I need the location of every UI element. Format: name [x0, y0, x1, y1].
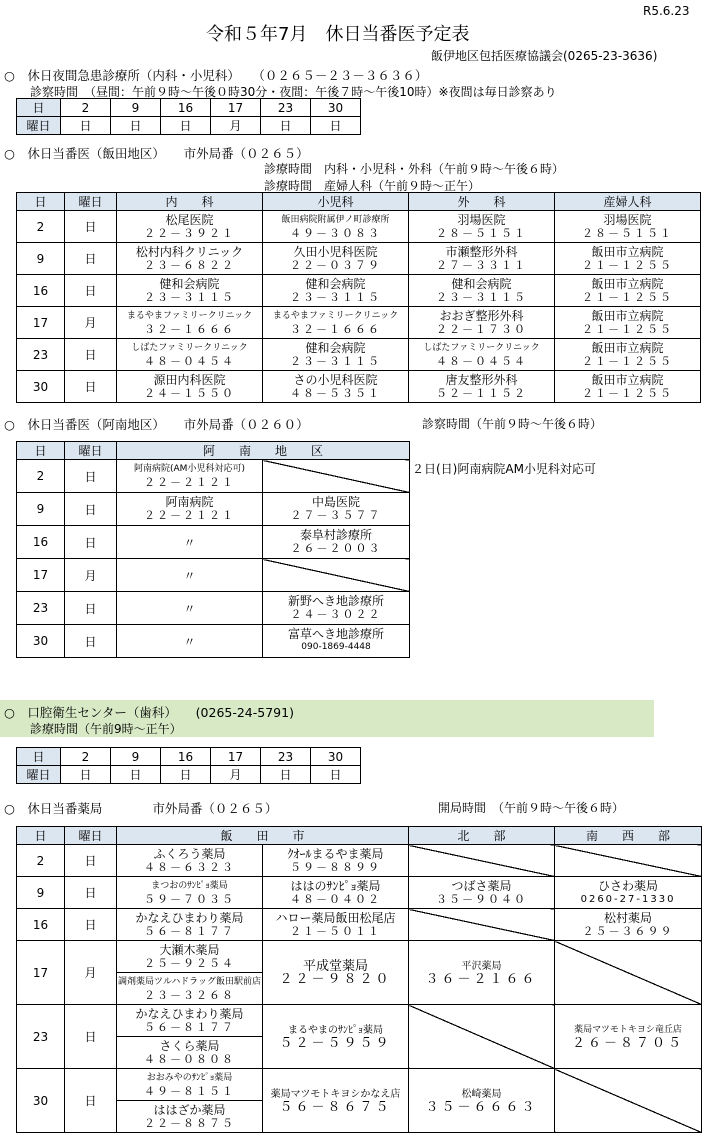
night-clinic-heading: ○ 休日夜間急患診療所（内科・小児科） （０２６５－２３－３６３６） [4, 68, 428, 83]
facility-name: 薬局マツモトキヨシ竜丘店 [574, 1024, 682, 1035]
day-cell: 16 [161, 748, 211, 766]
day-cell: 23 [261, 748, 311, 766]
table-row [17, 625, 410, 658]
obgyn-cell [555, 339, 701, 371]
weekday-cell: 日 [161, 117, 211, 135]
iida-header-row [17, 193, 701, 211]
facility-name: まつおのｻﾝﾋﾟｮ薬局 [151, 880, 228, 891]
day-cell: 17 [211, 748, 261, 766]
day-cell: 17 [17, 559, 65, 592]
table-row [17, 909, 702, 941]
pediatrics-cell [263, 243, 409, 275]
anan-doctors-hours: 診察時間（午前９時～午後６時） [422, 417, 603, 431]
phone-number: ４８－０４０２ [290, 892, 381, 906]
header-north: 北 部 [409, 827, 555, 845]
table-row [17, 845, 702, 877]
facility-name: 中島医院 [312, 495, 361, 509]
anan-hospital-cell: 〃 [117, 526, 263, 559]
north-pharmacy-cell [409, 877, 555, 909]
facility-name: まるやまファミリークリニック [126, 310, 253, 321]
header-internal: 内 科 [117, 193, 263, 211]
weekday-cell: 日 [65, 460, 117, 493]
pharmacy-table [16, 826, 702, 1133]
iida-pharmacy-cell [263, 941, 409, 1005]
phone-number: ２８－５１５１ [436, 226, 527, 240]
north-pharmacy-cell [409, 1005, 555, 1069]
facility-name: まるやまのｻﾝﾋﾟｮ薬局 [288, 1024, 383, 1036]
weekday-cell: 日 [261, 117, 311, 135]
pediatrics-cell [263, 211, 409, 243]
phone-number: ２２－２１２１ [144, 476, 235, 489]
facility-name: 市瀬整形外科 [445, 244, 518, 259]
association-contact: 飯伊地区包括医療協議会(0265-23-3636) [431, 49, 658, 63]
day-cell: 2 [17, 211, 65, 243]
phone-number: ２２－３９２１ [144, 226, 235, 240]
phone-number: ４８－６３２３ [144, 860, 235, 874]
phone-number: ５９－８８９９ [290, 860, 381, 874]
day-cell: 23 [17, 592, 65, 625]
night-clinic-table [16, 98, 361, 135]
dental-days-row [17, 748, 361, 766]
day-cell: 30 [17, 625, 65, 658]
iida-pharmacy-cell [117, 973, 263, 1005]
header-pediatrics: 小児科 [263, 193, 409, 211]
anan-clinic-cell [263, 493, 410, 526]
phone-number: ２３－３１１５ [144, 290, 235, 304]
facility-name: さくら薬局 [159, 1038, 220, 1053]
pediatrics-cell [263, 275, 409, 307]
north-pharmacy-cell [409, 1069, 555, 1133]
phone-number: ２１－１２５５ [582, 290, 673, 304]
facility-name: 松崎薬局 [461, 1088, 502, 1100]
internal-cell [117, 275, 263, 307]
day-cell: 9 [17, 877, 65, 909]
pediatrics-cell [263, 371, 409, 403]
day-cell: 30 [311, 748, 361, 766]
table-row [17, 371, 701, 403]
internal-cell [117, 307, 263, 339]
facility-name: かなえひまわり薬局 [135, 1006, 244, 1021]
table-row [17, 307, 701, 339]
table-row [17, 211, 701, 243]
facility-name: しばたファミリークリニック [423, 342, 540, 353]
table-row [17, 1005, 702, 1037]
row-label: 日 [17, 99, 61, 117]
anan-note: ２日(日)阿南病院AM小児科対応可 [412, 462, 596, 476]
anan-hospital-cell [117, 460, 263, 493]
iida-pharmacy-cell [117, 909, 263, 941]
phone-number: ２５－３６９９ [582, 924, 674, 938]
phone-number: ２３－３１１５ [290, 290, 381, 304]
facility-name: 健和会病院 [305, 276, 366, 291]
dental-hours: 診療時間（午前9時～正午） [30, 722, 182, 736]
anan-clinic-cell [263, 592, 410, 625]
night-days-row [17, 99, 361, 117]
facility-name: ははのｻﾝﾋﾟｮ薬局 [290, 878, 381, 893]
weekday-cell: 日 [65, 1005, 117, 1069]
weekday-cell: 月 [65, 941, 117, 1005]
day-cell: 16 [17, 275, 65, 307]
table-row [17, 877, 702, 909]
obgyn-cell [555, 243, 701, 275]
facility-name: 飯田市立病院 [591, 340, 664, 355]
weekday-cell: 日 [65, 526, 117, 559]
facility-name: まるやまファミリークリニック [272, 310, 399, 321]
phone-number: ２２－８８７５ [144, 1116, 235, 1130]
weekday-cell: 日 [111, 117, 161, 135]
table-row [17, 275, 701, 307]
internal-cell [117, 371, 263, 403]
anan-hospital-cell: 〃 [117, 559, 263, 592]
facility-name: かなえひまわり薬局 [135, 910, 244, 925]
iida-pharmacy-cell [263, 877, 409, 909]
internal-cell [117, 243, 263, 275]
facility-name: 飯田市立病院 [591, 276, 664, 291]
facility-name: つばさ薬局 [451, 878, 512, 893]
weekday-cell: 日 [311, 766, 361, 784]
obgyn-cell [555, 371, 701, 403]
phone-number: ３５－６６６３ [425, 1099, 538, 1115]
facility-name: 飯田病院附属伊ノ町診療所 [281, 214, 390, 225]
iida-pharmacy-cell [263, 909, 409, 941]
facility-name: 薬局マツモトキヨシかなえ店 [270, 1088, 401, 1100]
day-cell: 30 [311, 99, 361, 117]
day-cell: 30 [17, 371, 65, 403]
header-day: 日 [17, 827, 65, 845]
night-clinic-hours: 診察時間 （昼間：午前９時～午後０時30分・夜間：午後７時～午後10時）※夜間は毎日診察あり [30, 85, 557, 99]
phone-number: ２４－１５５０ [144, 386, 235, 400]
anan-hospital-cell [117, 493, 263, 526]
iida-pharmacy-cell [117, 1101, 263, 1133]
phone-number: ２３－６８２２ [144, 258, 235, 272]
facility-name: 平沢薬局 [461, 960, 502, 972]
table-row [17, 941, 702, 973]
pediatrics-cell [263, 307, 409, 339]
surgery-cell [409, 275, 555, 307]
weekday-cell: 月 [211, 766, 261, 784]
surgery-cell [409, 307, 555, 339]
row-label: 日 [17, 748, 61, 766]
surgery-cell [409, 243, 555, 275]
facility-name: 唐友整形外科 [445, 372, 518, 387]
north-pharmacy-cell [409, 941, 555, 1005]
table-row [17, 1069, 702, 1101]
weekday-cell: 日 [65, 493, 117, 526]
phone-number: ２３－３１１５ [436, 290, 527, 304]
facility-name: 羽場医院 [603, 212, 652, 227]
weekday-cell: 日 [261, 766, 311, 784]
phone-number: ２１－１２５５ [582, 258, 673, 272]
phone-number: ２１－１２５５ [582, 386, 673, 400]
facility-name: ｸｵｰﾙまるやま薬局 [287, 846, 384, 861]
phone-number: 090-1869-4448 [301, 642, 371, 652]
day-cell: 2 [61, 748, 111, 766]
internal-cell [117, 211, 263, 243]
dental-weekdays-row [17, 766, 361, 784]
night-weekdays-row [17, 117, 361, 135]
facility-name: 阿南病院(AM小児科対応可) [134, 464, 245, 474]
facility-name: 調剤薬局ツルハドラッグ飯田駅前店 [117, 976, 261, 987]
weekday-cell: 日 [111, 766, 161, 784]
phone-number: ５２－５９５９ [279, 1035, 392, 1051]
obgyn-cell [555, 307, 701, 339]
phone-number: ５９－７０３５ [144, 892, 235, 906]
day-cell: 16 [161, 99, 211, 117]
header-weekday: 曜日 [65, 442, 117, 460]
phone-number: ２５－９２５４ [144, 956, 235, 970]
facility-name: 源田内科医院 [153, 372, 226, 387]
phone-number: ２８－５１５１ [582, 226, 673, 240]
facility-name: 松尾医院 [165, 212, 214, 227]
pharmacy-hours: 開局時間 （午前９時～午後６時） [438, 801, 625, 815]
facility-name: おおぎ整形外科 [439, 308, 524, 323]
weekday-cell: 日 [65, 243, 117, 275]
iida-doctors-heading: ○ 休日当番医（飯田地区） 市外局番（０２６５） [4, 146, 309, 161]
iida-pharmacy-cell [117, 941, 263, 973]
facility-name: 健和会病院 [451, 276, 512, 291]
southwest-pharmacy-cell [555, 877, 702, 909]
day-cell: 2 [17, 845, 65, 877]
phone-number: ２１－１２５５ [582, 354, 673, 368]
weekday-cell: 日 [65, 592, 117, 625]
weekday-cell: 日 [65, 1069, 117, 1133]
anan-hospital-cell: 〃 [117, 625, 263, 658]
table-row [17, 526, 410, 559]
phone-number: ２１－１２５５ [582, 322, 673, 336]
internal-cell [117, 339, 263, 371]
weekday-cell: 日 [65, 625, 117, 658]
southwest-pharmacy-cell [555, 845, 702, 877]
iida-pharmacy-cell [263, 1069, 409, 1133]
phone-number: ４９－８１５１ [144, 1084, 235, 1098]
day-cell: 23 [261, 99, 311, 117]
phone-number: ３６－２１６６ [425, 971, 538, 987]
phone-number: ２４－３０２２ [290, 608, 382, 621]
surgery-cell [409, 339, 555, 371]
phone-number: ３２－１６６６ [144, 322, 235, 336]
table-row [17, 339, 701, 371]
anan-clinic-cell [263, 460, 410, 493]
facility-name: ははざか薬局 [153, 1102, 226, 1117]
day-cell: 16 [17, 526, 65, 559]
facility-name: 松村内科クリニック [135, 244, 244, 259]
phone-number: ２１－５０１１ [290, 924, 381, 938]
iida-pharmacy-cell [117, 1037, 263, 1069]
weekday-cell: 日 [65, 339, 117, 371]
weekday-cell: 日 [61, 117, 111, 135]
phone-number: 0260-27-1330 [580, 893, 676, 905]
southwest-pharmacy-cell [555, 941, 702, 1005]
surgery-cell [409, 371, 555, 403]
facility-name: 泰阜村診療所 [300, 528, 373, 542]
pediatrics-cell [263, 339, 409, 371]
weekday-cell: 日 [61, 766, 111, 784]
facility-name: 富草へき地診療所 [288, 627, 385, 641]
facility-name: 大瀬木薬局 [159, 942, 220, 957]
weekday-cell: 日 [65, 877, 117, 909]
anan-header-row [17, 442, 410, 460]
phone-number: ３５－９０４０ [436, 892, 528, 906]
phone-number: ２６－８７０５ [572, 1035, 685, 1051]
day-cell: 9 [111, 748, 161, 766]
facility-name: 健和会病院 [159, 276, 220, 291]
facility-name: ひさわ薬局 [598, 878, 659, 893]
iida-pharmacy-cell [117, 877, 263, 909]
phone-number: ２３－３１１５ [290, 354, 381, 368]
facility-name: 久田小児科医院 [293, 244, 378, 259]
facility-name: ふくろう薬局 [153, 846, 226, 861]
anan-clinic-cell [263, 559, 410, 592]
iida-doctors-table [16, 192, 701, 403]
pharmacy-header-row [17, 827, 702, 845]
table-row [17, 592, 410, 625]
facility-name: 健和会病院 [305, 340, 366, 355]
southwest-pharmacy-cell [555, 1069, 702, 1133]
weekday-cell: 月 [65, 559, 117, 592]
phone-number: ５６－８１７７ [144, 1020, 235, 1034]
facility-name: 飯田市立病院 [591, 372, 664, 387]
table-row [17, 243, 701, 275]
header-weekday: 曜日 [65, 193, 117, 211]
iida-pharmacy-cell [117, 1069, 263, 1101]
phone-number: ４８－０４５４ [436, 354, 527, 368]
north-pharmacy-cell [409, 909, 555, 941]
weekday-cell: 日 [65, 909, 117, 941]
row-label: 曜日 [17, 117, 61, 135]
phone-number: ２３－３２６８ [144, 988, 235, 1002]
obgyn-cell [555, 275, 701, 307]
weekday-cell: 月 [211, 117, 261, 135]
header-obgyn: 産婦人科 [555, 193, 701, 211]
phone-number: ２６－２００３ [290, 542, 382, 555]
southwest-pharmacy-cell [555, 909, 702, 941]
phone-number: ４８－０８０８ [144, 1052, 235, 1066]
day-cell: 2 [17, 460, 65, 493]
facility-name: ハロー薬局飯田松尾店 [275, 910, 396, 925]
iida-doctors-hours-1: 診療時間 内科・小児科・外科（午前９時～午後６時） [264, 162, 565, 176]
day-cell: 23 [17, 1005, 65, 1069]
header-weekday: 曜日 [65, 827, 117, 845]
document-date: R5.6.23 [643, 4, 690, 18]
day-cell: 2 [61, 99, 111, 117]
facility-name: おおみやのｻﾝﾋﾟｮ薬局 [146, 1072, 233, 1083]
weekday-cell: 月 [65, 307, 117, 339]
phone-number: ２７－３３１１ [436, 258, 527, 272]
facility-name: 平成堂薬局 [303, 958, 369, 974]
day-cell: 9 [17, 493, 65, 526]
phone-number: ３２－１６６６ [290, 322, 381, 336]
day-cell: 17 [17, 307, 65, 339]
phone-number: ４９－３０８３ [290, 226, 381, 240]
day-cell: 30 [17, 1069, 65, 1133]
facility-name: 松村薬局 [604, 910, 653, 925]
phone-number: ５２－１１５２ [436, 386, 527, 400]
table-row [17, 460, 410, 493]
header-iida-city: 飯 田 市 [117, 827, 409, 845]
facility-name: 飯田市立病院 [591, 244, 664, 259]
southwest-pharmacy-cell [555, 1005, 702, 1069]
table-row [17, 493, 410, 526]
weekday-cell: 日 [161, 766, 211, 784]
facility-name: 飯田市立病院 [591, 308, 664, 323]
header-anan-area: 阿 南 地 区 [117, 442, 410, 460]
anan-doctors-table [16, 441, 410, 658]
iida-doctors-hours-2: 診療時間 産婦人科（午前９時～正午） [264, 179, 481, 193]
header-surgery: 外 科 [409, 193, 555, 211]
day-cell: 9 [17, 243, 65, 275]
phone-number: ５６－８６７５ [279, 1099, 392, 1115]
facility-name: しばたファミリークリニック [131, 342, 248, 353]
table-row [17, 559, 410, 592]
weekday-cell: 日 [65, 845, 117, 877]
facility-name: 羽場医院 [457, 212, 506, 227]
iida-pharmacy-cell [117, 1005, 263, 1037]
day-cell: 23 [17, 339, 65, 371]
anan-clinic-cell [263, 526, 410, 559]
phone-number: ４８－０４５４ [144, 354, 235, 368]
dental-heading: ○ 口腔衛生センター（歯科） (0265-24-5791) [4, 705, 294, 720]
iida-pharmacy-cell [117, 845, 263, 877]
weekday-cell: 日 [311, 117, 361, 135]
weekday-cell: 日 [65, 371, 117, 403]
anan-hospital-cell: 〃 [117, 592, 263, 625]
pharmacy-heading: ○ 休日当番薬局 市外局番（０２６５） [4, 801, 278, 816]
phone-number: ２７－３５７７ [290, 509, 382, 522]
day-cell: 9 [111, 99, 161, 117]
facility-name: さの小児科医院 [293, 372, 378, 387]
day-cell: 16 [17, 909, 65, 941]
iida-pharmacy-cell [263, 845, 409, 877]
day-cell: 17 [17, 941, 65, 1005]
phone-number: ２２－０３７９ [290, 258, 381, 272]
phone-number: ２２－１７３０ [436, 322, 527, 336]
weekday-cell: 日 [65, 211, 117, 243]
row-label: 曜日 [17, 766, 61, 784]
page-title: 令和５年7月 休日当番医予定表 [206, 24, 470, 45]
facility-name: 新野へき地診療所 [288, 594, 385, 608]
day-cell: 17 [211, 99, 261, 117]
anan-doctors-heading: ○ 休日当番医（阿南地区） 市外局番（０２６０） [4, 417, 309, 432]
anan-clinic-cell [263, 625, 410, 658]
obgyn-cell [555, 211, 701, 243]
iida-pharmacy-cell [263, 1005, 409, 1069]
weekday-cell: 日 [65, 275, 117, 307]
north-pharmacy-cell [409, 845, 555, 877]
header-day: 日 [17, 193, 65, 211]
facility-name: 阿南病院 [165, 495, 214, 509]
header-southwest: 南 西 部 [555, 827, 702, 845]
phone-number: ４８－５３５１ [290, 386, 381, 400]
phone-number: ２２－９８２０ [279, 971, 392, 987]
header-day: 日 [17, 442, 65, 460]
phone-number: ２２－２１２１ [144, 509, 235, 522]
dental-table [16, 747, 361, 784]
phone-number: ５６－８１７７ [144, 924, 235, 938]
surgery-cell [409, 211, 555, 243]
